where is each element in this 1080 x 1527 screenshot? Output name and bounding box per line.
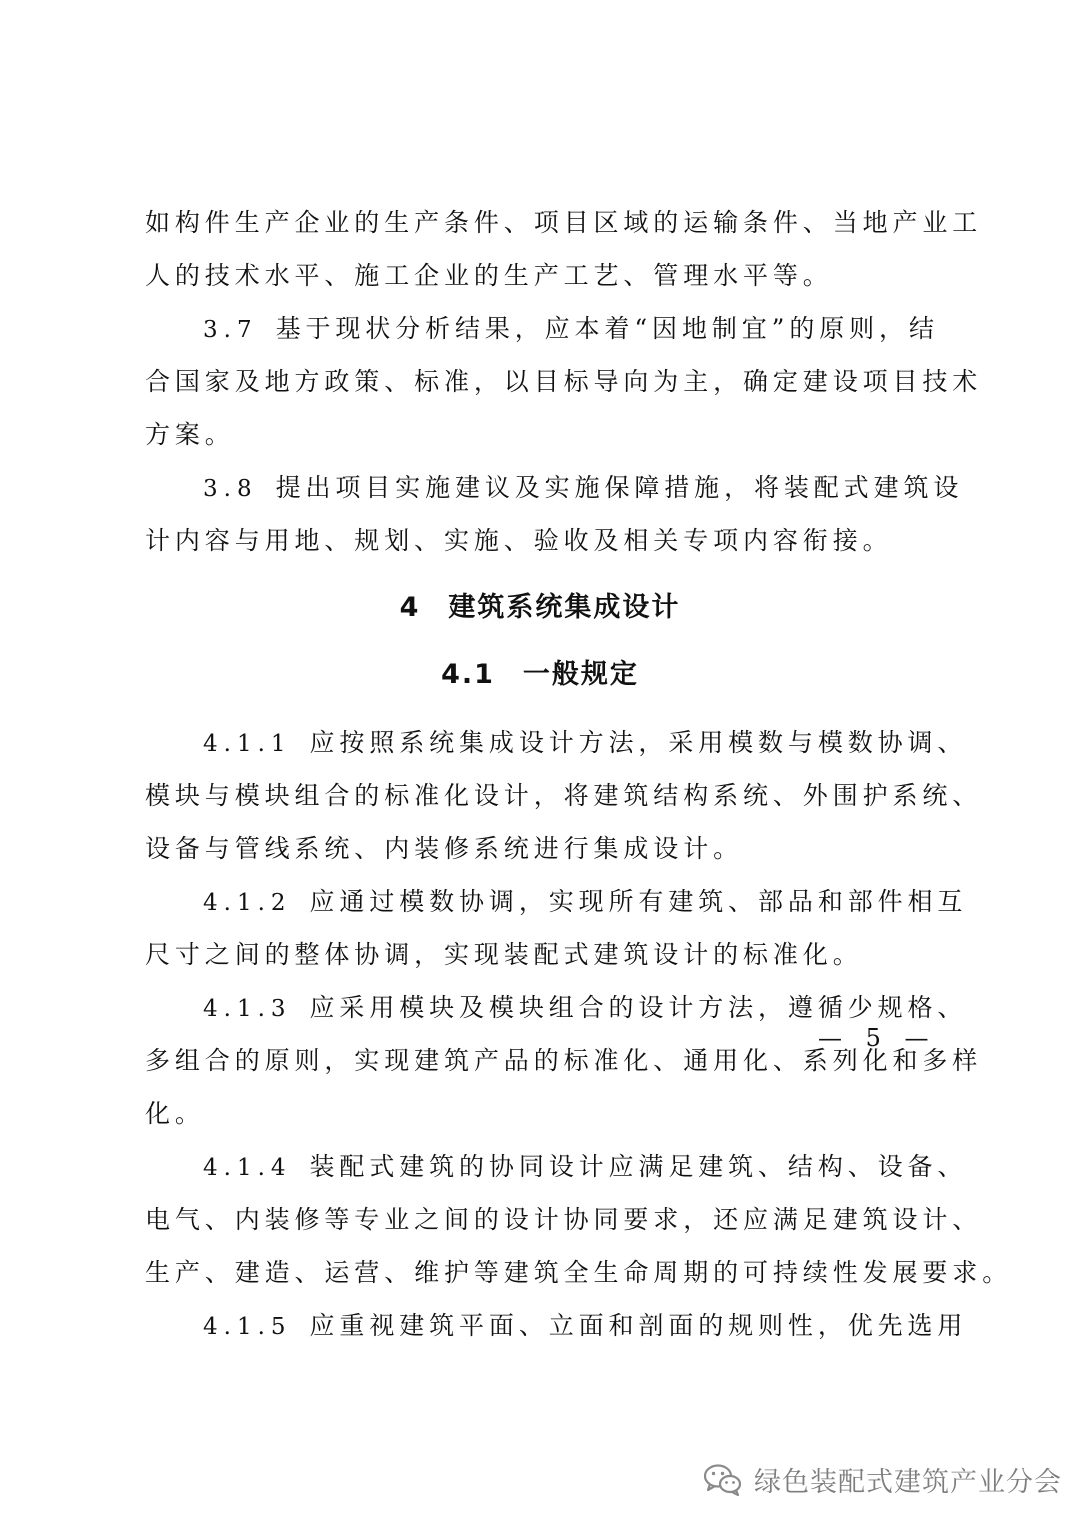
body-line: 如构件生产企业的生产条件、项目区域的运输条件、当地产业工 [145, 208, 983, 237]
clause-text: 提出项目实施建议及实施保障措施，将装配式建筑设 [275, 473, 964, 502]
clause-number: 3.7 [203, 317, 258, 343]
body-line: 设备与管线系统、内装修系统进行集成设计。 [145, 834, 744, 863]
clause-text: 装配式建筑的协同设计应满足建筑、结构、设备、 [309, 1152, 968, 1181]
page-number: — 5 — [818, 1024, 937, 1052]
chapter-heading [0, 594, 1080, 621]
clause-4-1-2-line [203, 889, 1003, 915]
watermark-text: 绿色装配式建筑产业分会 [754, 1466, 1062, 1498]
section-number: 4.1 [441, 659, 495, 690]
clause-number: 4.1.3 [203, 996, 292, 1022]
clause-3-8-line [203, 475, 1003, 501]
clause-number: 4.1.4 [203, 1155, 292, 1181]
body-line: 计内容与用地、规划、实施、验收及相关专项内容衔接。 [145, 526, 893, 555]
body-line: 模块与模块组合的标准化设计，将建筑结构系统、外围护系统、 [145, 781, 983, 810]
body-line: 多组合的原则，实现建筑产品的标准化、通用化、系列化和多样 [145, 1046, 983, 1075]
clause-3-7-line [203, 316, 1003, 342]
clause-text: 应按照系统集成设计方法，采用模数与模数协调、 [309, 728, 968, 757]
clause-number: 3.8 [203, 476, 258, 502]
clause-text: 应通过模数协调，实现所有建筑、部品和部件相互 [309, 887, 968, 916]
body-line: 方案。 [145, 420, 235, 449]
clause-number: 4.1.5 [203, 1314, 292, 1340]
body-line: 人的技术水平、施工企业的生产工艺、管理水平等。 [145, 261, 833, 290]
clause-4-1-5-line [203, 1313, 1003, 1339]
body-line: 尺寸之间的整体协调，实现装配式建筑设计的标准化。 [145, 940, 863, 969]
section-heading [0, 661, 1080, 688]
clause-text: 应重视建筑平面、立面和剖面的规则性，优先选用 [309, 1311, 968, 1340]
clause-text: 应采用模块及模块组合的设计方法，遵循少规格、 [309, 993, 968, 1022]
clause-text: 基于现状分析结果，应本着“因地制宜”的原则，结 [275, 314, 939, 343]
chapter-number: 4 [399, 592, 421, 623]
body-line: 化。 [145, 1099, 205, 1128]
clause-4-1-3-line [203, 995, 1003, 1021]
chapter-title: 建筑系统集成设计 [448, 592, 681, 623]
body-line: 电气、内装修等专业之间的设计协同要求，还应满足建筑设计、 [145, 1205, 983, 1234]
clause-4-1-1-line [203, 730, 1003, 756]
wechat-icon [702, 1461, 744, 1497]
body-line: 合国家及地方政策、标准，以目标导向为主，确定建设项目技术 [145, 367, 983, 396]
clause-number: 4.1.1 [203, 731, 292, 757]
watermark [702, 1456, 1062, 1502]
body-line: 生产、建造、运营、维护等建筑全生命周期的可持续性发展要求。 [145, 1258, 1013, 1287]
section-title: 一般规定 [522, 659, 639, 690]
clause-4-1-4-line [203, 1154, 1003, 1180]
clause-number: 4.1.2 [203, 890, 292, 916]
